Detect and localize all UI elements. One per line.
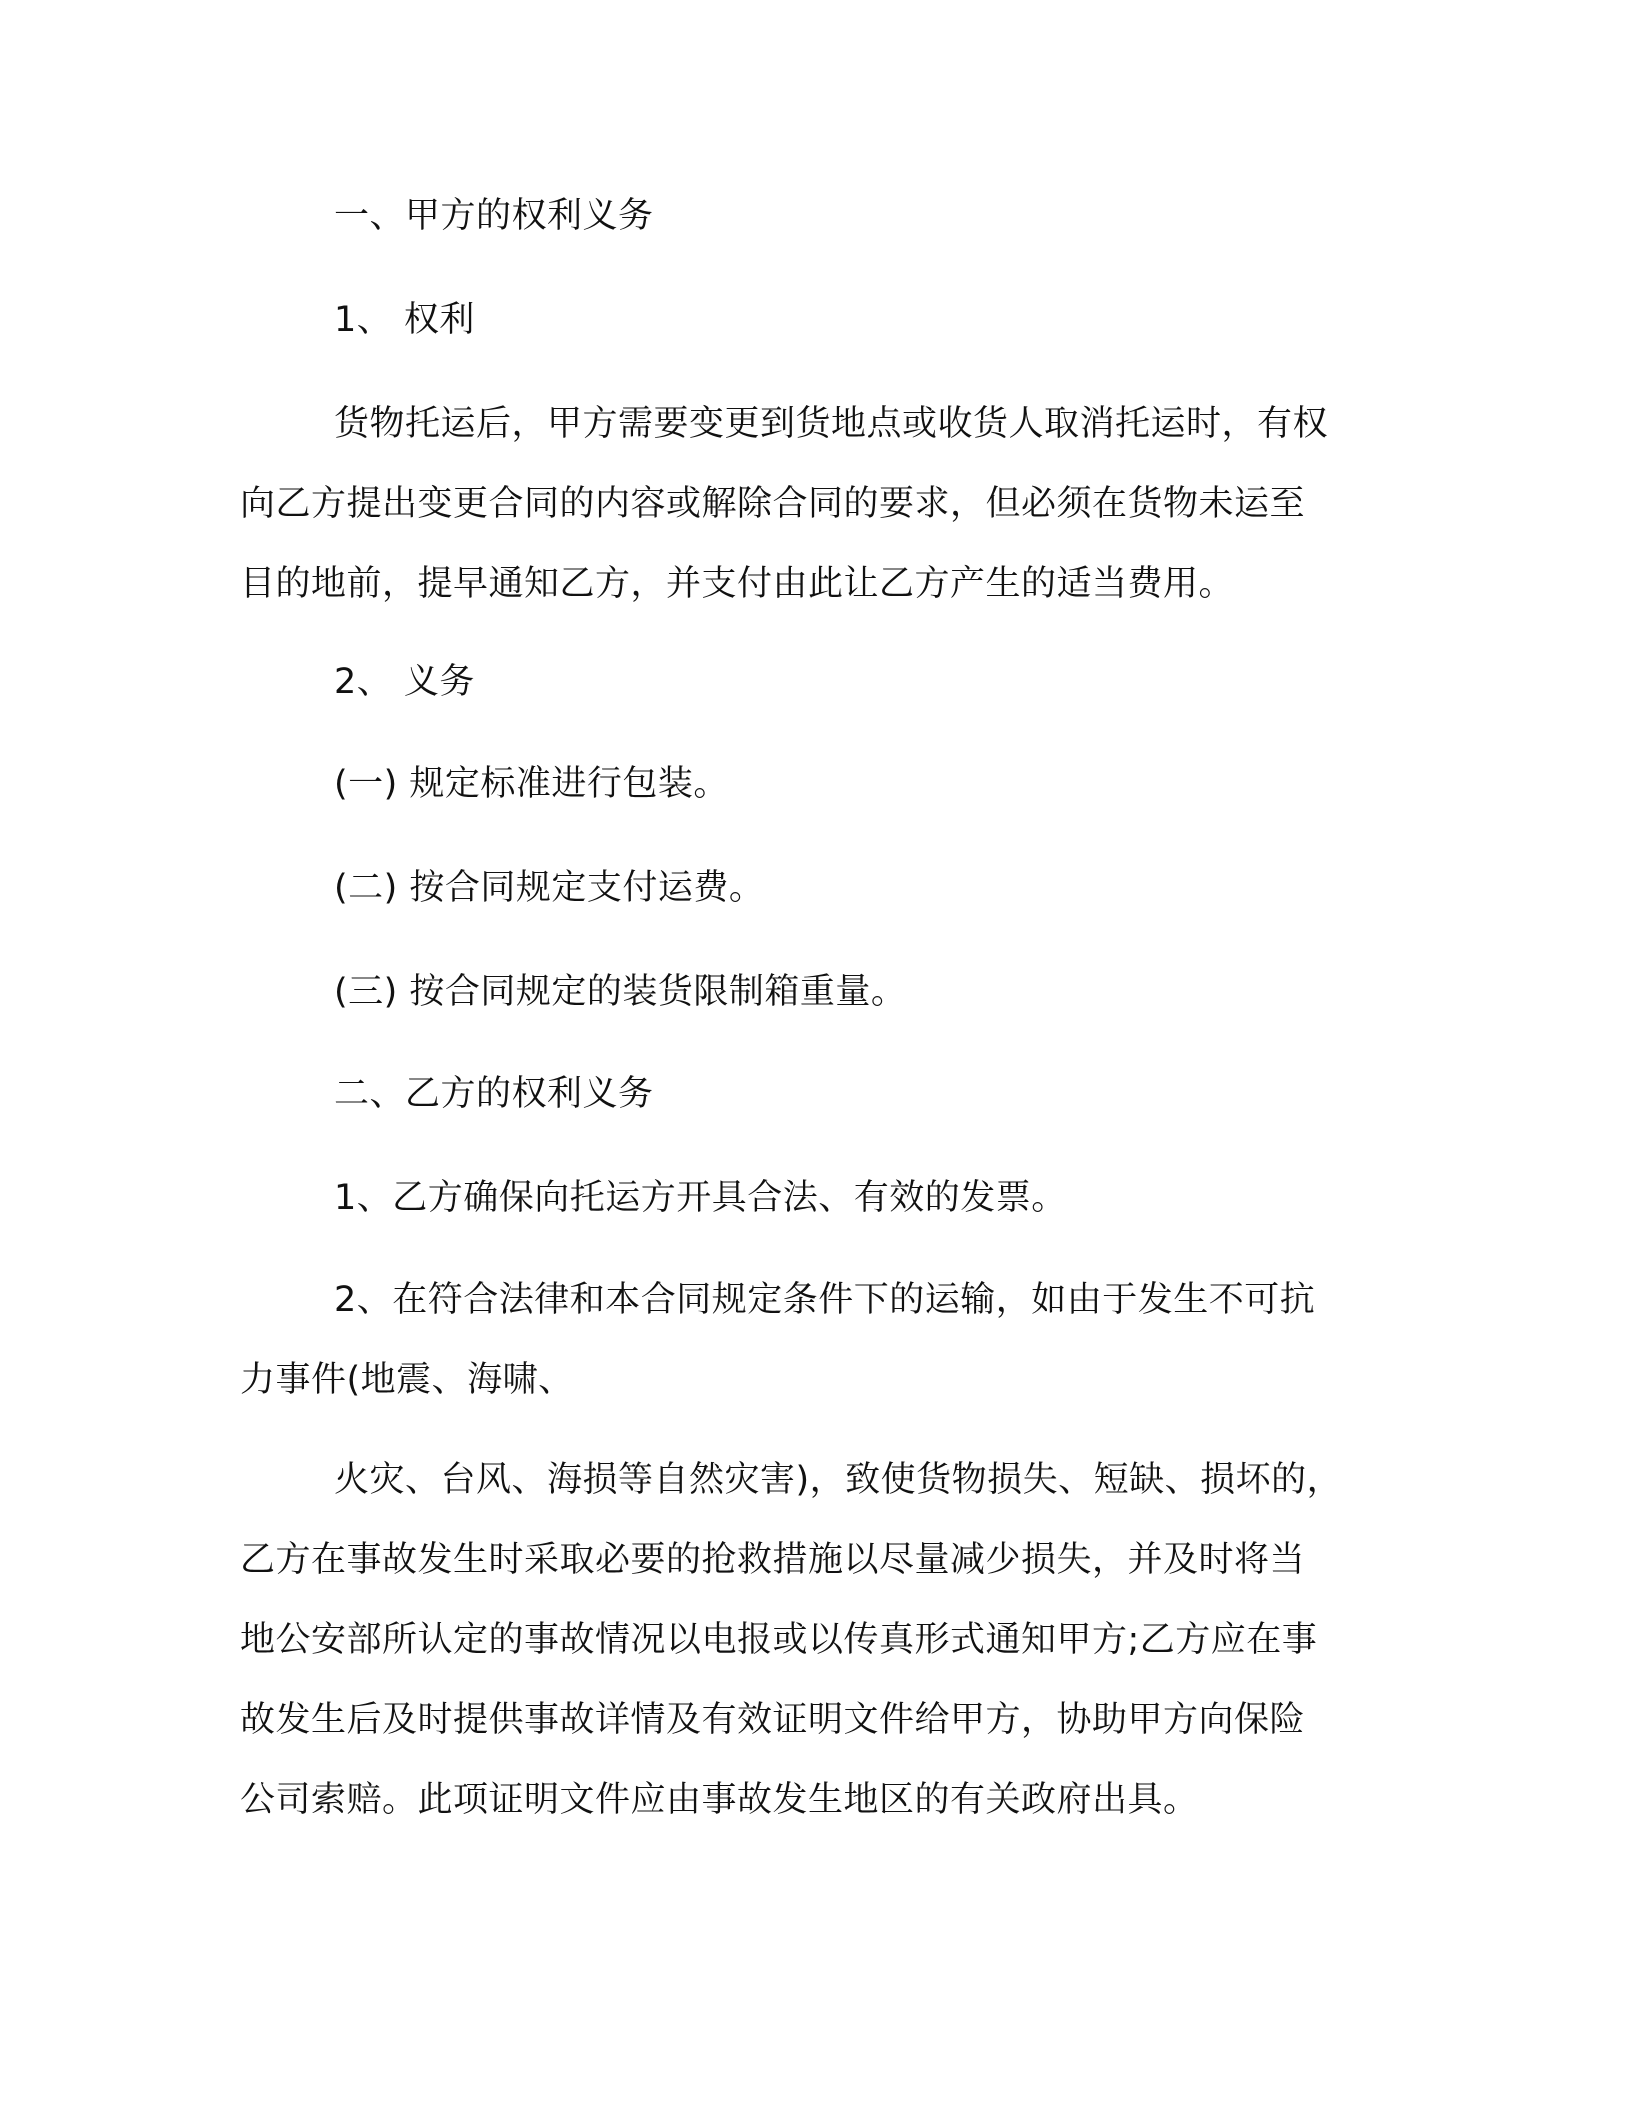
- paragraph-line: 2、在符合法律和本合同规定条件下的运输，如由于发生不可抗: [334, 1280, 1316, 1320]
- paragraph-line: 公司索赔。此项证明文件应由事故发生地区的有关政府出具。: [240, 1780, 1199, 1820]
- obligation-item-2: [240, 848, 1380, 928]
- paragraph-line: 向乙方提出变更合同的内容或解除合同的要求，但必须在货物未运至: [240, 484, 1306, 524]
- party-b-item-2: [240, 1260, 1380, 1420]
- obligation-item-3: [240, 952, 1380, 1032]
- paragraph-text: 1、乙方确保向托运方开具合法、有效的发票。: [334, 1178, 1067, 1218]
- section-heading-party-b: [240, 1054, 1380, 1134]
- paragraph-text: (一) 规定标准进行包装。: [334, 764, 729, 804]
- paragraph-rights-detail: [240, 384, 1380, 624]
- subheading-obligations: [240, 642, 1380, 722]
- paragraph-line: 地公安部所认定的事故情况以电报或以传真形式通知甲方;乙方应在事: [240, 1620, 1318, 1660]
- party-b-item-1: [240, 1158, 1380, 1238]
- subheading-rights: [240, 280, 1380, 360]
- paragraph-line: 火灾、台风、海损等自然灾害)，致使货物损失、短缺、损坏的，: [334, 1460, 1343, 1500]
- paragraph-text: 一、甲方的权利义务: [334, 196, 654, 236]
- paragraph-text: (二) 按合同规定支付运费。: [334, 868, 765, 908]
- section-heading-party-a: [240, 176, 1380, 256]
- paragraph-line: 货物托运后，甲方需要变更到货地点或收货人取消托运时，有权: [334, 404, 1329, 444]
- obligation-item-1: [240, 744, 1380, 824]
- paragraph-line: 目的地前，提早通知乙方，并支付由此让乙方产生的适当费用。: [240, 564, 1235, 604]
- paragraph-line: 力事件(地震、海啸、: [240, 1360, 574, 1400]
- paragraph-text: 2、 义务: [334, 662, 475, 702]
- paragraph-text: 二、乙方的权利义务: [334, 1074, 654, 1114]
- paragraph-text: (三) 按合同规定的装货限制箱重量。: [334, 972, 907, 1012]
- paragraph-line: 乙方在事故发生时采取必要的抢救措施以尽量减少损失，并及时将当: [240, 1540, 1306, 1580]
- party-b-item-2-continued: [240, 1440, 1380, 1840]
- paragraph-text: 1、 权利: [334, 300, 475, 340]
- paragraph-line: 故发生后及时提供事故详情及有效证明文件给甲方，协助甲方向保险: [240, 1700, 1306, 1740]
